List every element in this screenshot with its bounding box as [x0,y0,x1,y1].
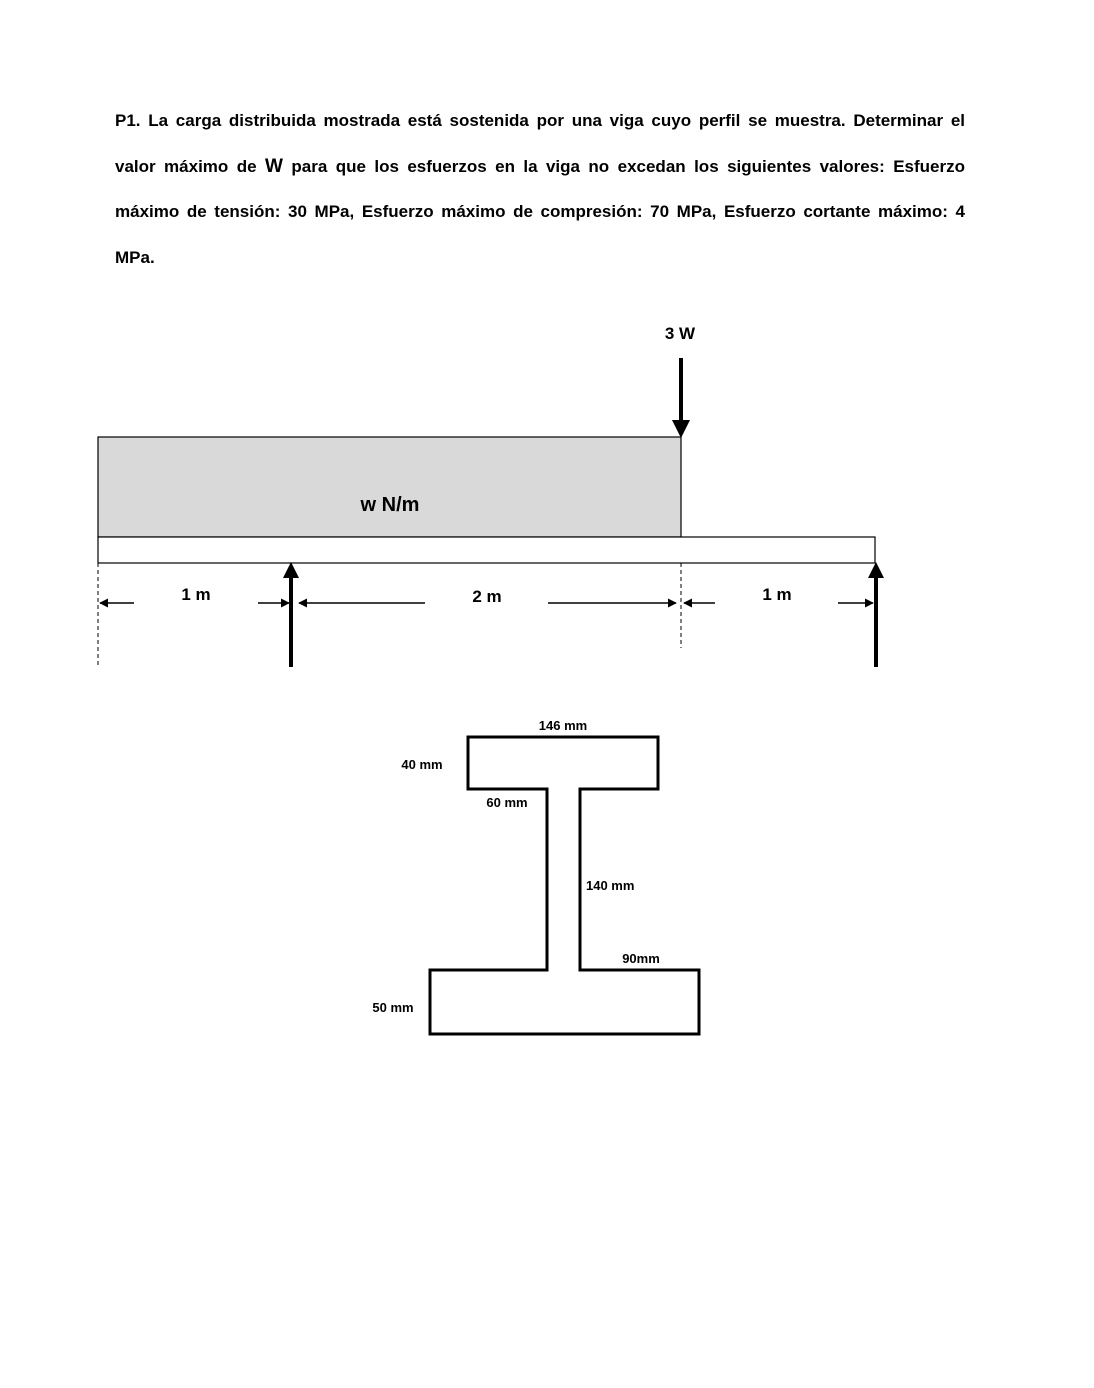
label-bottom-flange-thickness: 50 mm [372,1000,414,1015]
variable-w: W [265,155,283,177]
beam [98,537,875,563]
cross-section-outline [430,737,699,1034]
label-top-flange-width: 146 mm [538,718,588,733]
label-bottom-flange-overhang: 90mm [622,951,660,966]
distributed-load-label: w N/m [360,494,420,516]
label-web-width: 60 mm [486,795,528,810]
dim-right-label: 1 m [762,585,792,604]
problem-text-part2: para que los esfuerzos en la viga no excedan los siguientes valores: Esfuerzo máximo de tensión: 30 MPa, Esfuerzo máximo de compresión: 70 MPa, Esfuerzo cortante máximo: 4 MPa. [115,156,965,267]
point-load-label: 3 W [664,324,696,343]
point-load-arrowhead [672,420,690,438]
support-left-arrowhead [283,562,299,578]
dim-middle-label: 2 m [472,587,502,606]
label-top-flange-thickness: 40 mm [401,757,443,772]
distributed-load-block [98,437,681,537]
problem-text-part1: P1. La carga distribuida mostrada está sostenida por una viga cuyo perfil se muestra. Determinar el valor máximo de [115,111,965,176]
dim-left-label: 1 m [181,585,211,604]
label-web-height: 140 mm [586,878,635,893]
support-right-arrowhead [868,562,884,578]
